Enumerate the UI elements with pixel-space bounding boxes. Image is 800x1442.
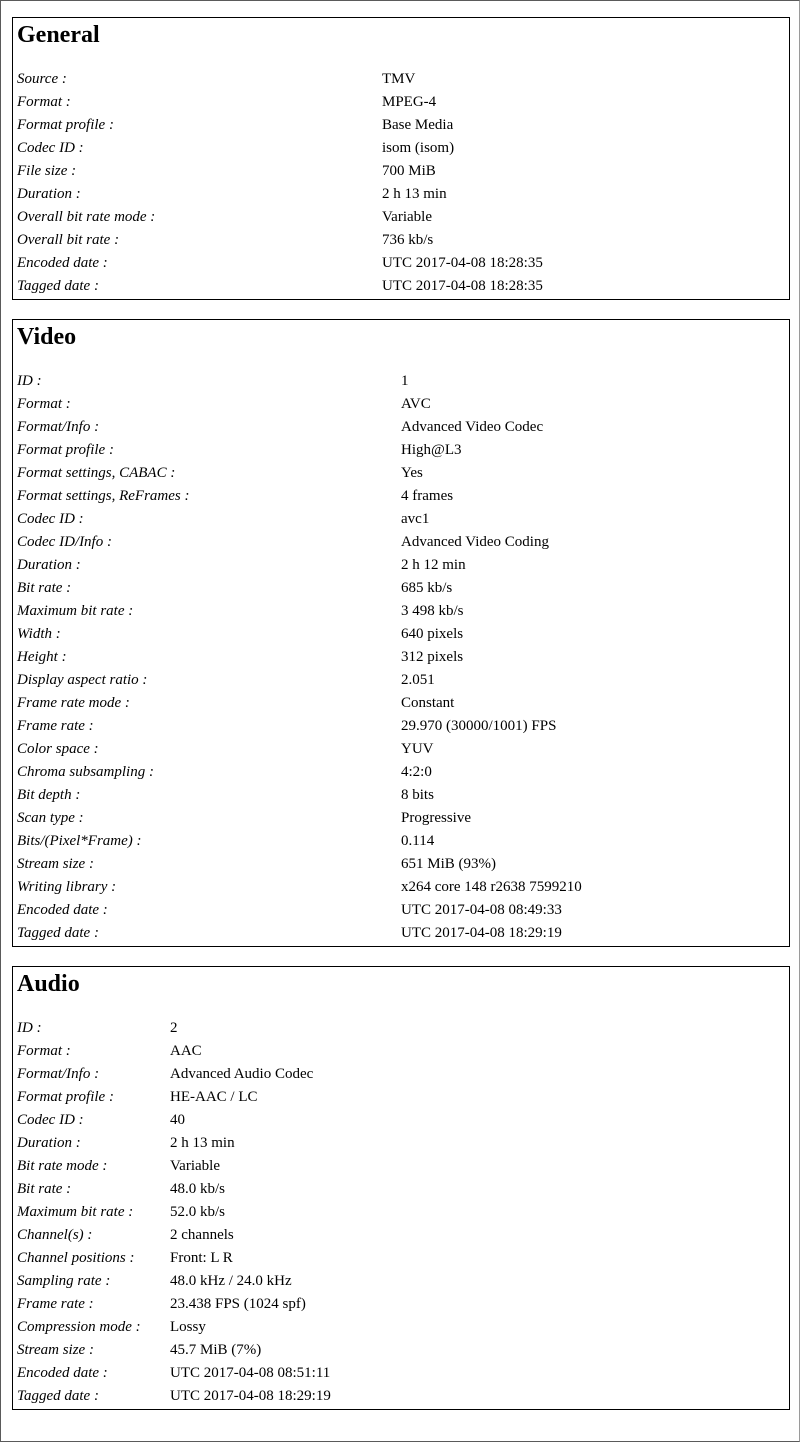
- property-row: [17, 577, 789, 600]
- property-value: UTC 2017-04-08 18:28:35: [382, 278, 543, 294]
- property-label: Width :: [17, 626, 61, 642]
- property-value: Yes: [401, 465, 423, 481]
- property-label: Scan type :: [17, 810, 84, 826]
- property-label: Bits/(Pixel*Frame) :: [17, 833, 142, 849]
- property-label: Format profile :: [17, 117, 114, 133]
- property-row: [17, 784, 789, 807]
- property-label: Bit rate :: [17, 1181, 72, 1197]
- property-value: 0.114: [401, 833, 435, 849]
- property-row: [17, 252, 789, 275]
- property-label: Codec ID :: [17, 140, 84, 156]
- property-label: Duration :: [17, 1135, 81, 1151]
- property-value: Variable: [170, 1158, 220, 1174]
- property-row: [17, 1132, 789, 1155]
- property-row: [17, 922, 789, 945]
- property-label: Format/Info :: [17, 1066, 100, 1082]
- property-label: Channel positions :: [17, 1250, 135, 1266]
- property-row: [17, 1385, 789, 1408]
- property-label: Tagged date :: [17, 1388, 99, 1404]
- property-label: Channel(s) :: [17, 1227, 93, 1243]
- property-value: 4:2:0: [401, 764, 432, 780]
- property-label: Height :: [17, 649, 67, 665]
- property-value: Lossy: [170, 1319, 206, 1335]
- property-label: Bit rate :: [17, 580, 72, 596]
- property-label: Maximum bit rate :: [17, 1204, 134, 1220]
- property-value: 2: [170, 1020, 178, 1036]
- property-label: Format profile :: [17, 1089, 114, 1105]
- property-value: Advanced Video Codec: [401, 419, 544, 435]
- property-row: [17, 1201, 789, 1224]
- property-value: 48.0 kHz / 24.0 kHz: [170, 1273, 292, 1289]
- property-value: 8 bits: [401, 787, 434, 803]
- property-row: [17, 669, 789, 692]
- property-value: Variable: [382, 209, 432, 225]
- property-value: 2 h 13 min: [170, 1135, 235, 1151]
- property-value: 2 channels: [170, 1227, 234, 1243]
- property-label: Sampling rate :: [17, 1273, 111, 1289]
- property-row: [17, 853, 789, 876]
- property-row: [17, 738, 789, 761]
- property-value: 23.438 FPS (1024 spf): [170, 1296, 306, 1312]
- property-label: Encoded date :: [17, 902, 108, 918]
- property-row: [17, 1316, 789, 1339]
- property-value: 2 h 12 min: [401, 557, 466, 573]
- property-row: [17, 1362, 789, 1385]
- property-value: avc1: [401, 511, 430, 527]
- property-value: 651 MiB (93%): [401, 856, 496, 872]
- property-label: Frame rate :: [17, 1296, 94, 1312]
- property-label: Frame rate :: [17, 718, 94, 734]
- property-label: Chroma subsampling :: [17, 764, 154, 780]
- property-label: Format settings, ReFrames :: [17, 488, 190, 504]
- property-label: Compression mode :: [17, 1319, 141, 1335]
- property-value: High@L3: [401, 442, 462, 458]
- property-row: [17, 876, 789, 899]
- property-value: 312 pixels: [401, 649, 464, 665]
- property-row: [17, 715, 789, 738]
- property-value: UTC 2017-04-08 18:28:35: [382, 255, 543, 271]
- general-title: General: [17, 22, 100, 48]
- property-label: Color space :: [17, 741, 99, 757]
- property-row: [17, 462, 789, 485]
- property-value: x264 core 148 r2638 7599210: [401, 879, 582, 895]
- property-value: Progressive: [401, 810, 471, 826]
- property-row: [17, 1040, 789, 1063]
- property-row: [17, 1109, 789, 1132]
- property-value: Advanced Video Coding: [401, 534, 549, 550]
- property-value: 640 pixels: [401, 626, 464, 642]
- property-row: [17, 807, 789, 830]
- property-row: [17, 554, 789, 577]
- property-row: [17, 830, 789, 853]
- property-row: [17, 1086, 789, 1109]
- property-row: [17, 1247, 789, 1270]
- property-value: 736 kb/s: [382, 232, 434, 248]
- property-row: [17, 393, 789, 416]
- property-row: [17, 275, 789, 298]
- general-section: [12, 17, 790, 300]
- property-row: [17, 183, 789, 206]
- property-row: [17, 485, 789, 508]
- property-label: Format :: [17, 396, 71, 412]
- property-label: Writing library :: [17, 879, 117, 895]
- property-label: Overall bit rate :: [17, 232, 120, 248]
- property-value: 2.051: [401, 672, 435, 688]
- property-row: [17, 114, 789, 137]
- property-value: 700 MiB: [382, 163, 436, 179]
- video-section: [12, 319, 790, 947]
- property-label: Format :: [17, 1043, 71, 1059]
- property-row: [17, 646, 789, 669]
- property-row: [17, 68, 789, 91]
- property-row: [17, 416, 789, 439]
- property-label: Overall bit rate mode :: [17, 209, 156, 225]
- property-label: Encoded date :: [17, 1365, 108, 1381]
- property-value: 29.970 (30000/1001) FPS: [401, 718, 557, 734]
- property-value: 3 498 kb/s: [401, 603, 464, 619]
- property-value: Front: L R: [170, 1250, 233, 1266]
- property-value: UTC 2017-04-08 18:29:19: [401, 925, 562, 941]
- property-row: [17, 1339, 789, 1362]
- general-rows: [17, 68, 789, 298]
- property-row: [17, 531, 789, 554]
- video-rows: [17, 370, 789, 945]
- property-row: [17, 370, 789, 393]
- property-value: AAC: [170, 1043, 202, 1059]
- property-label: Tagged date :: [17, 278, 99, 294]
- property-label: ID :: [17, 373, 42, 389]
- property-row: [17, 1178, 789, 1201]
- property-label: Stream size :: [17, 856, 94, 872]
- property-row: [17, 137, 789, 160]
- property-value: YUV: [401, 741, 434, 757]
- property-row: [17, 91, 789, 114]
- property-value: TMV: [382, 71, 416, 87]
- property-value: MPEG-4: [382, 94, 437, 110]
- audio-rows: [17, 1017, 789, 1408]
- property-label: Frame rate mode :: [17, 695, 130, 711]
- property-row: [17, 206, 789, 229]
- property-row: [17, 1063, 789, 1086]
- property-label: Display aspect ratio :: [17, 672, 148, 688]
- property-row: [17, 439, 789, 462]
- property-label: Bit depth :: [17, 787, 81, 803]
- audio-section: [12, 966, 790, 1410]
- property-row: [17, 1224, 789, 1247]
- property-row: [17, 160, 789, 183]
- property-row: [17, 1293, 789, 1316]
- property-value: UTC 2017-04-08 08:51:11: [170, 1365, 331, 1381]
- property-label: Stream size :: [17, 1342, 94, 1358]
- property-label: Codec ID/Info :: [17, 534, 112, 550]
- property-label: Format settings, CABAC :: [17, 465, 176, 481]
- property-value: UTC 2017-04-08 18:29:19: [170, 1388, 331, 1404]
- property-value: 45.7 MiB (7%): [170, 1342, 262, 1358]
- property-value: 48.0 kb/s: [170, 1181, 226, 1197]
- property-row: [17, 508, 789, 531]
- video-title: Video: [17, 324, 77, 350]
- property-row: [17, 1017, 789, 1040]
- property-value: UTC 2017-04-08 08:49:33: [401, 902, 562, 918]
- property-value: 40: [170, 1112, 185, 1128]
- property-label: Encoded date :: [17, 255, 108, 271]
- property-label: Bit rate mode :: [17, 1158, 108, 1174]
- property-row: [17, 692, 789, 715]
- property-label: Format profile :: [17, 442, 114, 458]
- property-row: [17, 229, 789, 252]
- property-label: Format/Info :: [17, 419, 100, 435]
- property-value: Constant: [401, 695, 455, 711]
- property-value: 52.0 kb/s: [170, 1204, 226, 1220]
- property-label: File size :: [17, 163, 77, 179]
- property-row: [17, 1155, 789, 1178]
- property-row: [17, 1270, 789, 1293]
- property-value: 685 kb/s: [401, 580, 453, 596]
- property-label: Tagged date :: [17, 925, 99, 941]
- property-label: Codec ID :: [17, 1112, 84, 1128]
- audio-title: Audio: [17, 971, 80, 997]
- property-value: Advanced Audio Codec: [170, 1066, 314, 1082]
- property-label: Duration :: [17, 186, 81, 202]
- property-value: 2 h 13 min: [382, 186, 447, 202]
- property-label: Format :: [17, 94, 71, 110]
- property-row: [17, 600, 789, 623]
- property-value: HE-AAC / LC: [170, 1089, 258, 1105]
- property-value: Base Media: [382, 117, 454, 133]
- property-value: 4 frames: [401, 488, 454, 504]
- property-label: Maximum bit rate :: [17, 603, 134, 619]
- property-row: [17, 899, 789, 922]
- property-row: [17, 623, 789, 646]
- property-label: ID :: [17, 1020, 42, 1036]
- property-label: Duration :: [17, 557, 81, 573]
- property-value: isom (isom): [382, 140, 455, 156]
- property-value: AVC: [401, 396, 431, 412]
- property-label: Source :: [17, 71, 67, 87]
- property-value: 1: [401, 373, 409, 389]
- property-label: Codec ID :: [17, 511, 84, 527]
- property-row: [17, 761, 789, 784]
